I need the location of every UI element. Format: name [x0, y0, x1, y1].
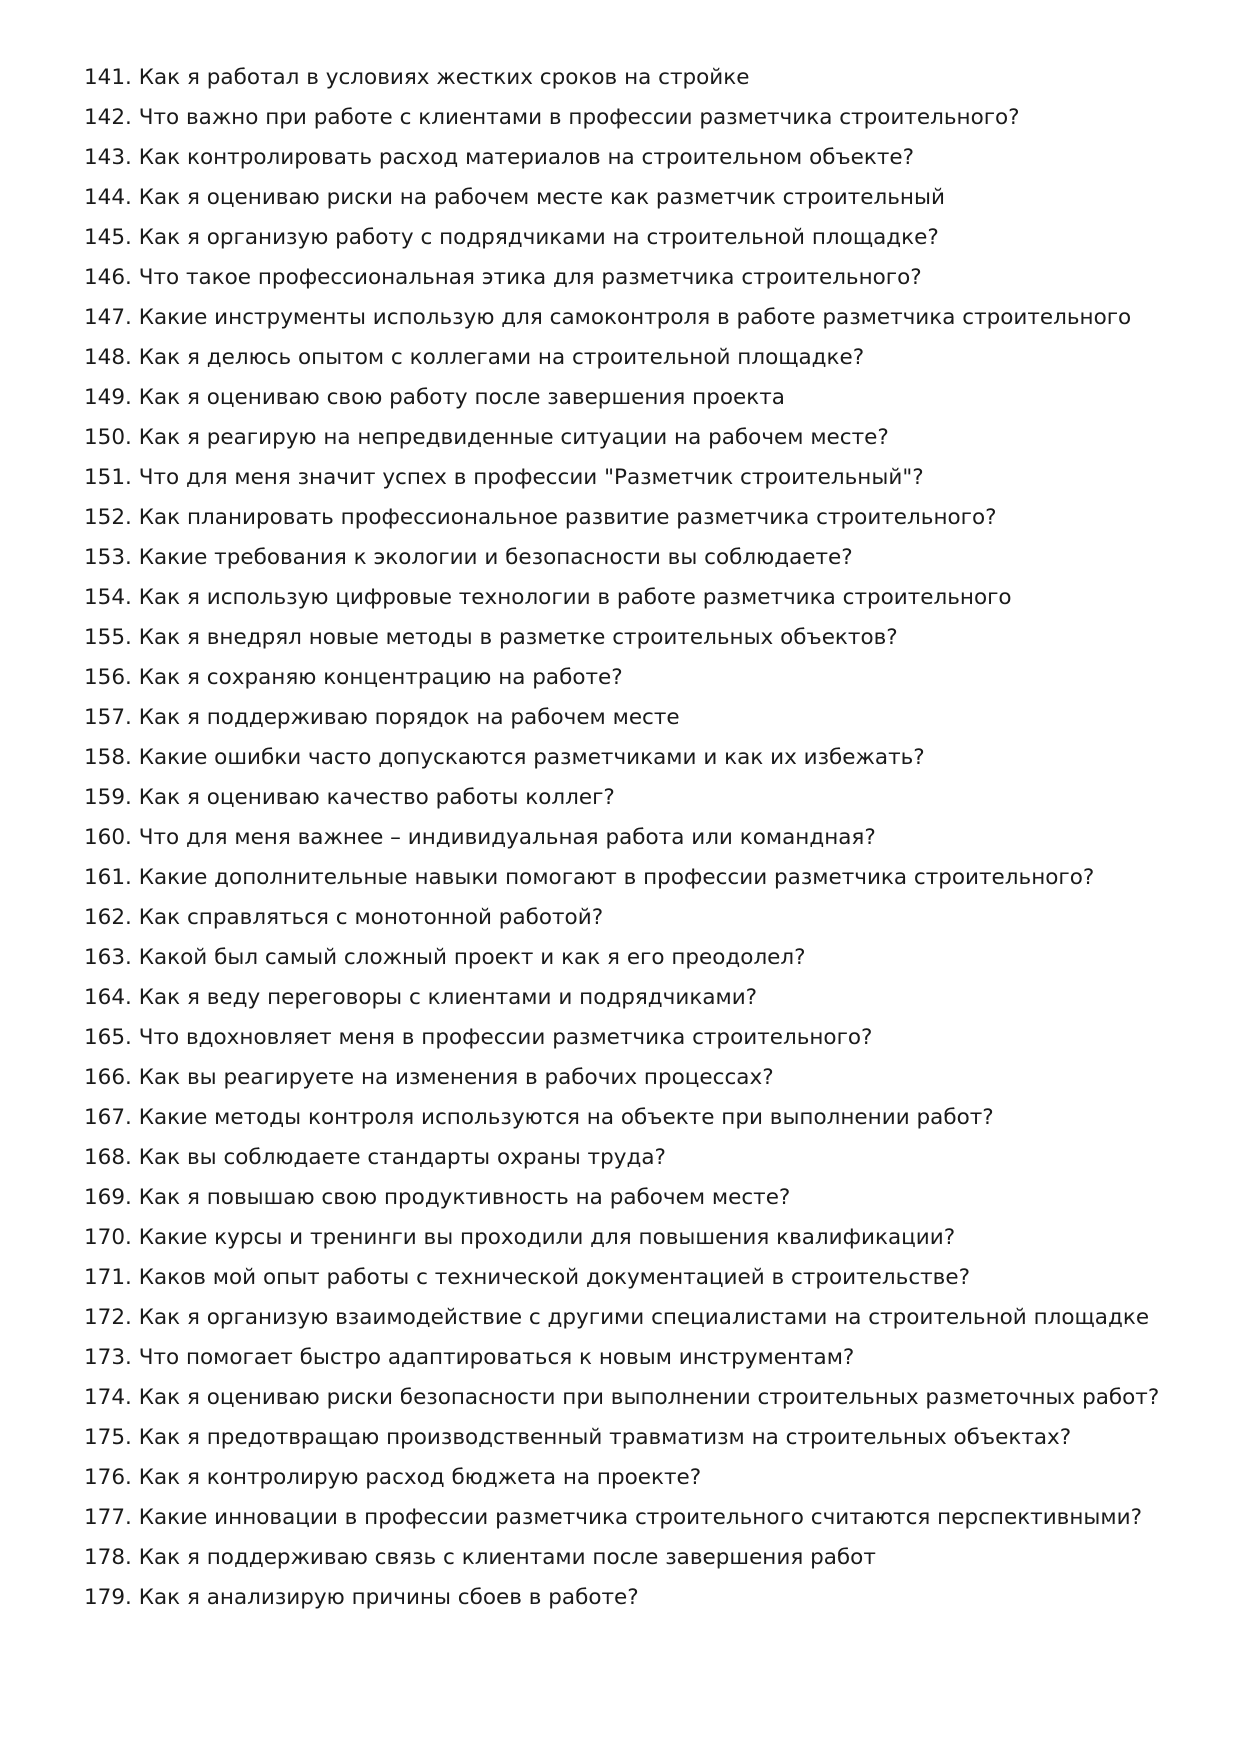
question-text: Что такое профессиональная этика для разметчика строительного? [138, 265, 922, 290]
question-text: Как я организую работу с подрядчиками на строительной площадке? [138, 225, 939, 250]
question-text: Как вы соблюдаете стандарты охраны труда? [138, 1145, 666, 1170]
question-number: 173. [84, 1345, 132, 1370]
question-number: 163. [84, 945, 132, 970]
question-number: 162. [84, 905, 132, 930]
question-text: Каков мой опыт работы с технической документацией в строительстве? [138, 1265, 970, 1290]
question-number: 147. [84, 305, 132, 330]
question-item [84, 738, 1164, 778]
question-number: 145. [84, 225, 132, 250]
question-number: 141. [84, 65, 132, 90]
question-text: Как я реагирую на непредвиденные ситуации на рабочем месте? [138, 425, 889, 450]
question-item [84, 658, 1164, 698]
question-text: Как я оцениваю свою работу после завершения проекта [138, 385, 785, 410]
question-number: 165. [84, 1025, 132, 1050]
question-text: Как я веду переговоры с клиентами и подрядчиками? [138, 985, 758, 1010]
question-number: 146. [84, 265, 132, 290]
question-number: 178. [84, 1545, 132, 1570]
question-item [84, 58, 1164, 98]
question-text: Какие ошибки часто допускаются разметчиками и как их избежать? [138, 745, 925, 770]
question-item [84, 858, 1164, 898]
question-item [84, 338, 1164, 378]
question-item [84, 538, 1164, 578]
question-text: Как я делюсь опытом с коллегами на строительной площадке? [138, 345, 865, 370]
question-text: Как я использую цифровые технологии в работе разметчика строительного [138, 585, 1012, 610]
question-number: 171. [84, 1265, 132, 1290]
question-number: 169. [84, 1185, 132, 1210]
question-item [84, 1098, 1164, 1138]
question-text: Какие курсы и тренинги вы проходили для повышения квалификации? [138, 1225, 956, 1250]
question-text: Как я анализирую причины сбоев в работе? [138, 1585, 639, 1610]
question-item [84, 258, 1164, 298]
question-text: Какие дополнительные навыки помогают в профессии разметчика строительного? [138, 865, 1095, 890]
question-text: Как я сохраняю концентрацию на работе? [138, 665, 623, 690]
question-text: Какие требования к экологии и безопасности вы соблюдаете? [138, 545, 853, 570]
question-number: 148. [84, 345, 132, 370]
question-text: Как я внедрял новые методы в разметке строительных объектов? [138, 625, 898, 650]
question-text: Что важно при работе с клиентами в профессии разметчика строительного? [138, 105, 1020, 130]
question-item [84, 618, 1164, 658]
question-item [84, 458, 1164, 498]
question-item [84, 1338, 1164, 1378]
question-number: 172. [84, 1305, 132, 1330]
question-text: Что для меня важнее – индивидуальная работа или командная? [138, 825, 876, 850]
question-text: Какие инструменты использую для самоконтроля в работе разметчика строительного [138, 305, 1132, 330]
question-text: Как я контролирую расход бюджета на проекте? [138, 1465, 702, 1490]
question-item [84, 498, 1164, 538]
question-number: 153. [84, 545, 132, 570]
question-text: Как планировать профессиональное развитие разметчика строительного? [138, 505, 997, 530]
question-text: Что для меня значит успех в профессии "Разметчик строительный"? [138, 465, 924, 490]
question-text: Как я предотвращаю производственный травматизм на строительных объектах? [138, 1425, 1072, 1450]
question-number: 150. [84, 425, 132, 450]
question-text: Какой был самый сложный проект и как я его преодолел? [138, 945, 806, 970]
question-number: 144. [84, 185, 132, 210]
question-number: 177. [84, 1505, 132, 1530]
question-number: 161. [84, 865, 132, 890]
question-item [84, 1018, 1164, 1058]
question-item [84, 1458, 1164, 1498]
question-number: 152. [84, 505, 132, 530]
question-text: Как контролировать расход материалов на строительном объекте? [138, 145, 915, 170]
question-item [84, 418, 1164, 458]
question-item [84, 138, 1164, 178]
question-item [84, 1058, 1164, 1098]
question-text: Как я оцениваю риски на рабочем месте как разметчик строительный [138, 185, 945, 210]
question-item [84, 778, 1164, 818]
question-number: 157. [84, 705, 132, 730]
question-text: Как я организую взаимодействие с другими специалистами на строительной площадке [138, 1305, 1150, 1330]
question-text: Как я поддерживаю порядок на рабочем месте [138, 705, 680, 730]
question-number: 167. [84, 1105, 132, 1130]
question-item [84, 1178, 1164, 1218]
question-text: Что помогает быстро адаптироваться к новым инструментам? [138, 1345, 855, 1370]
question-list [84, 58, 1164, 1618]
question-text: Как вы реагируете на изменения в рабочих процессах? [138, 1065, 774, 1090]
question-number: 143. [84, 145, 132, 170]
question-number: 174. [84, 1385, 132, 1410]
question-item [84, 178, 1164, 218]
question-item [84, 1218, 1164, 1258]
question-number: 179. [84, 1585, 132, 1610]
question-text: Какие инновации в профессии разметчика строительного считаются перспективными? [138, 1505, 1142, 1530]
question-item [84, 1498, 1164, 1538]
question-number: 170. [84, 1225, 132, 1250]
question-item [84, 698, 1164, 738]
question-number: 160. [84, 825, 132, 850]
question-item [84, 1258, 1164, 1298]
question-number: 168. [84, 1145, 132, 1170]
question-item [84, 298, 1164, 338]
question-item [84, 378, 1164, 418]
question-item [84, 978, 1164, 1018]
question-text: Как я повышаю свою продуктивность на рабочем месте? [138, 1185, 791, 1210]
question-text: Что вдохновляет меня в профессии разметчика строительного? [138, 1025, 873, 1050]
question-number: 164. [84, 985, 132, 1010]
question-text: Как я оцениваю риски безопасности при выполнении строительных разметочных работ? [138, 1385, 1160, 1410]
question-item [84, 1138, 1164, 1178]
question-number: 151. [84, 465, 132, 490]
question-number: 154. [84, 585, 132, 610]
question-item [84, 1378, 1164, 1418]
question-item [84, 578, 1164, 618]
question-number: 142. [84, 105, 132, 130]
question-text: Как справляться с монотонной работой? [138, 905, 604, 930]
question-item [84, 98, 1164, 138]
question-item [84, 1298, 1164, 1338]
question-number: 155. [84, 625, 132, 650]
question-number: 158. [84, 745, 132, 770]
question-number: 175. [84, 1425, 132, 1450]
question-number: 156. [84, 665, 132, 690]
question-text: Как я оцениваю качество работы коллег? [138, 785, 615, 810]
question-item [84, 1578, 1164, 1618]
question-item [84, 898, 1164, 938]
question-number: 149. [84, 385, 132, 410]
question-item [84, 1538, 1164, 1578]
question-item [84, 218, 1164, 258]
question-item [84, 818, 1164, 858]
question-text: Как я поддерживаю связь с клиентами после завершения работ [138, 1545, 876, 1570]
question-number: 176. [84, 1465, 132, 1490]
question-number: 159. [84, 785, 132, 810]
question-number: 166. [84, 1065, 132, 1090]
question-item [84, 1418, 1164, 1458]
question-text: Какие методы контроля используются на объекте при выполнении работ? [138, 1105, 994, 1130]
question-item [84, 938, 1164, 978]
question-text: Как я работал в условиях жестких сроков на стройке [138, 65, 750, 90]
